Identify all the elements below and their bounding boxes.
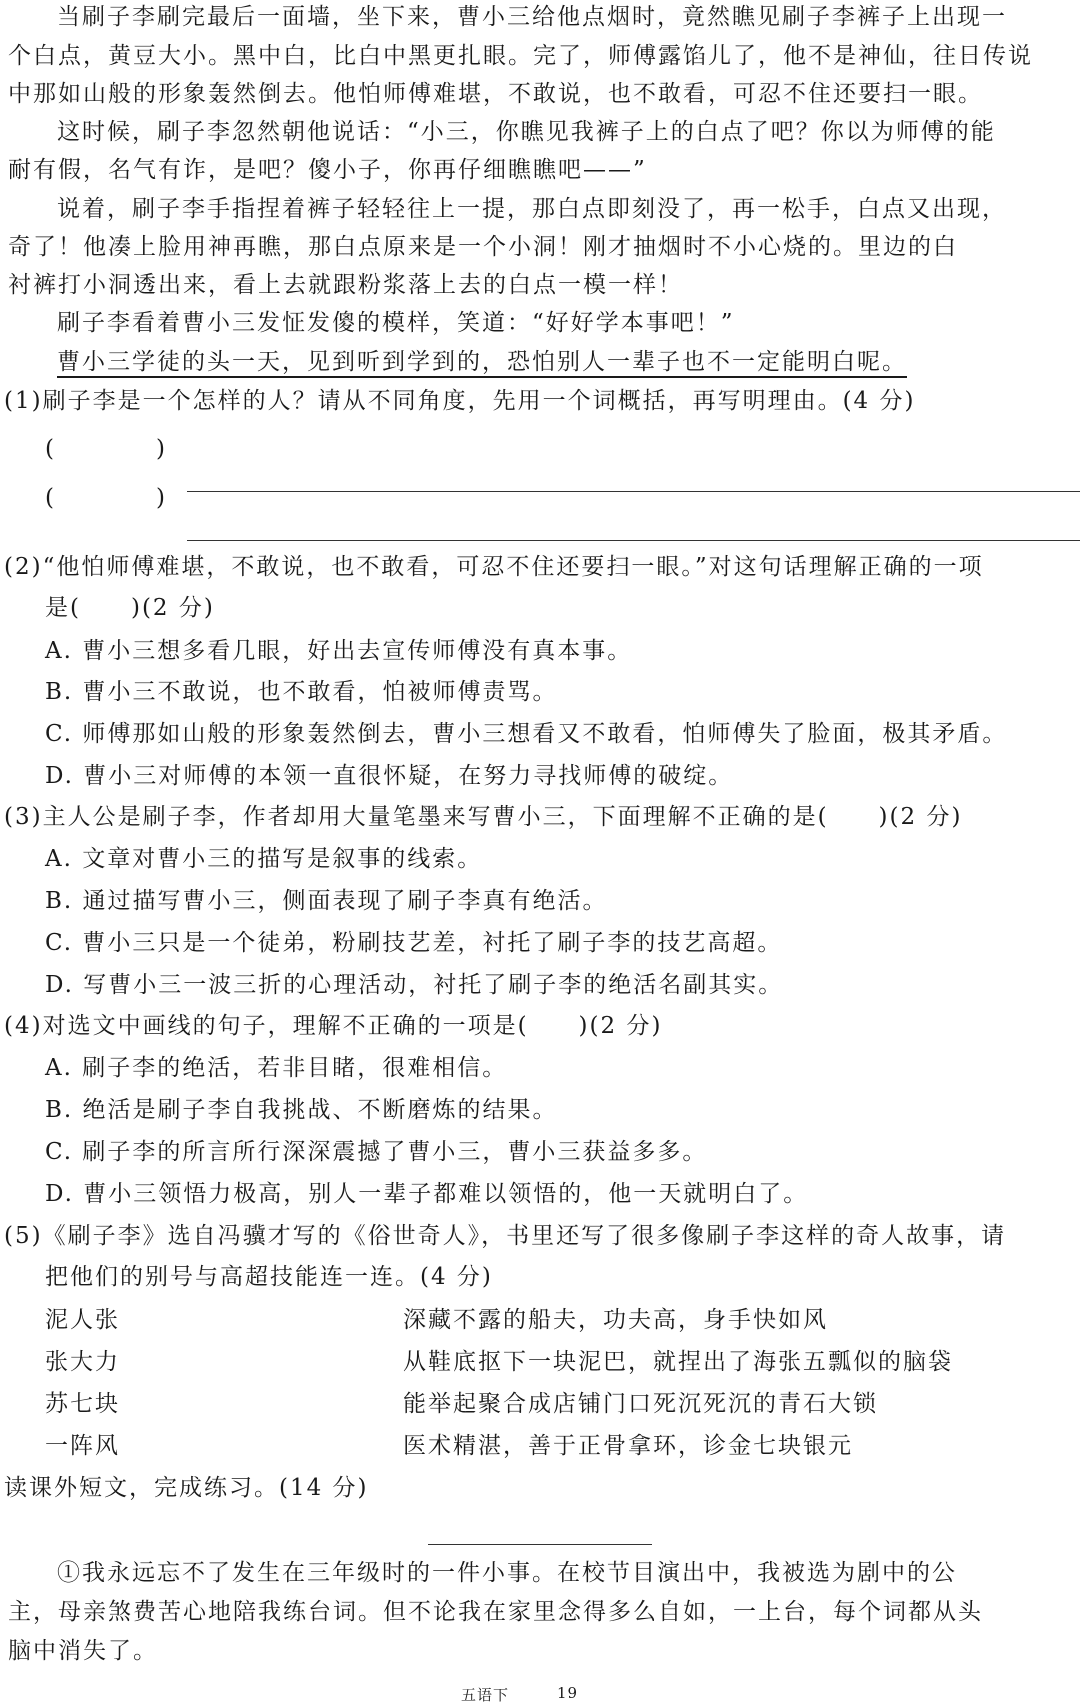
match-row — [45, 1305, 1080, 1335]
match-name[interactable]: 苏七块 — [45, 1391, 120, 1417]
question-2-stem: (2)“他怕师傅难堪，不敢说，也不敢看，可忍不住还要扫一眼。”对这句话理解正确的一项 — [4, 554, 984, 580]
passage-line: 奇了！他凑上脸用神再瞧，那白点原来是一个小洞！刚才抽烟时不小心烧的。里边的白 — [8, 234, 958, 260]
match-skill[interactable]: 深藏不露的船夫，功夫高，身手快如风 — [403, 1307, 828, 1333]
question-2-option-a: A. 曹小三想多看几眼，好出去宣传师傅没有真本事。 — [45, 638, 633, 664]
blank-close-paren: ) — [155, 436, 167, 462]
match-name[interactable]: 泥人张 — [45, 1307, 120, 1333]
match-name[interactable]: 张大力 — [45, 1349, 120, 1375]
match-skill[interactable]: 能举起聚合成店铺门口死沉死沉的青石大锁 — [403, 1391, 878, 1417]
question-3-option-c: C. 曹小三只是一个徒弟，粉刷技艺差，衬托了刷子李的技艺高超。 — [45, 930, 783, 956]
question-2-option-c: C. 师傅那如山般的形象轰然倒去，曹小三想看又不敢看，怕师傅失了脸面，极其矛盾。 — [45, 721, 1008, 747]
question-3-option-b: B. 通过描写曹小三，侧面表现了刷子李真有绝活。 — [45, 888, 608, 914]
question-2-option-b: B. 曹小三不敢说，也不敢看，怕被师傅责骂。 — [45, 679, 558, 705]
answer-blank-2[interactable] — [45, 483, 167, 513]
answer-blank-1[interactable] — [45, 434, 167, 464]
passage-line: 中那如山般的形象轰然倒去。他怕师傅难堪，不敢说，也不敢看，可忍不住还要扫一眼。 — [8, 81, 983, 107]
question-4-option-d: D. 曹小三领悟力极高，别人一辈子都难以领悟的，他一天就明白了。 — [45, 1181, 809, 1207]
match-name[interactable]: 一阵风 — [45, 1433, 120, 1459]
question-3-stem[interactable]: (3)主人公是刷子李，作者却用大量笔墨来写曹小三，下面理解不正确的是( )(2 分) — [4, 804, 963, 830]
question-3-option-a: A. 文章对曹小三的描写是叙事的线索。 — [45, 846, 483, 872]
passage-line: 当刷子李刷完最后一面墙，坐下来，曹小三给他点烟时，竟然瞧见刷子李裤子上出现一 — [57, 4, 1007, 30]
match-skill[interactable]: 从鞋底抠下一块泥巴，就捏出了海张五瓢似的脑袋 — [403, 1349, 953, 1375]
question-2-option-d: D. 曹小三对师傅的本领一直很怀疑，在努力寻找师傅的破绽。 — [45, 763, 734, 789]
question-5-stem: (5)《刷子李》选自冯骥才写的《俗世奇人》，书里还写了很多像刷子李这样的奇人故事，请 — [4, 1223, 1007, 1249]
answer-line-1[interactable] — [187, 491, 1080, 492]
question-4-option-a: A. 刷子李的绝活，若非目睹，很难相信。 — [45, 1055, 508, 1081]
passage-line: 衬裤打小洞透出来，看上去就跟粉浆落上去的白点一模一样！ — [8, 272, 683, 298]
footer-label: 五语下 — [461, 1686, 510, 1704]
question-4-option-c: C. 刷子李的所言所行深深震撼了曹小三，曹小三获益多多。 — [45, 1139, 708, 1165]
match-row — [45, 1431, 1080, 1461]
passage2-line: ①我永远忘不了发生在三年级时的一件小事。在校节目演出中，我被选为剧中的公 — [57, 1560, 957, 1586]
blank-close-paren: ) — [155, 485, 167, 511]
match-row — [45, 1389, 1080, 1419]
title-blank-line[interactable] — [428, 1544, 652, 1545]
page-number: 19 — [557, 1684, 579, 1702]
question-4-stem[interactable]: (4)对选文中画线的句子，理解不正确的一项是( )(2 分) — [4, 1013, 663, 1039]
passage-line: 说着，刷子李手指捏着裤子轻轻往上一提，那白点即刻没了，再一松手，白点又出现， — [57, 196, 1007, 222]
underlined-sentence: 曹小三学徒的头一天，见到听到学到的，恐怕别人一辈子也不一定能明白呢。 — [57, 349, 907, 375]
passage2-line: 脑中消失了。 — [8, 1638, 158, 1664]
passage-line: 刷子李看着曹小三发怔发傻的模样，笑道：“好好学本事吧！” — [57, 310, 735, 336]
answer-line-2[interactable] — [187, 540, 1080, 541]
question-1-stem: (1)刷子李是一个怎样的人？请从不同角度，先用一个词概括，再写明理由。(4 分) — [4, 388, 916, 414]
passage-line: 耐有假，名气有诈，是吧？傻小子，你再仔细瞧瞧吧——” — [8, 157, 647, 183]
match-row — [45, 1347, 1080, 1377]
match-skill[interactable]: 医术精湛，善于正骨拿环，诊金七块银元 — [403, 1433, 853, 1459]
passage-line: 个白点，黄豆大小。黑中白，比白中黑更扎眼。完了，师傅露馅儿了，他不是神仙，往日传说 — [8, 43, 1033, 69]
blank-open-paren: ( — [45, 436, 56, 462]
blank-open-paren: ( — [45, 485, 56, 511]
question-2-stem-cont[interactable]: 是( )(2 分) — [45, 595, 215, 621]
question-5-stem-cont: 把他们的别号与高超技能连一连。(4 分) — [45, 1264, 493, 1290]
question-4-option-b: B. 绝活是刷子李自我挑战、不断磨炼的结果。 — [45, 1097, 558, 1123]
section-heading: 读课外短文，完成练习。(14 分) — [4, 1475, 369, 1501]
passage2-line: 主，母亲煞费苦心地陪我练台词。但不论我在家里念得多么自如，一上台，每个词都从头 — [8, 1599, 983, 1625]
passage-line: 这时候，刷子李忽然朝他说话：“小三，你瞧见我裤子上的白点了吧？你以为师傅的能 — [57, 119, 996, 145]
question-3-option-d: D. 写曹小三一波三折的心理活动，衬托了刷子李的绝活名副其实。 — [45, 972, 784, 998]
